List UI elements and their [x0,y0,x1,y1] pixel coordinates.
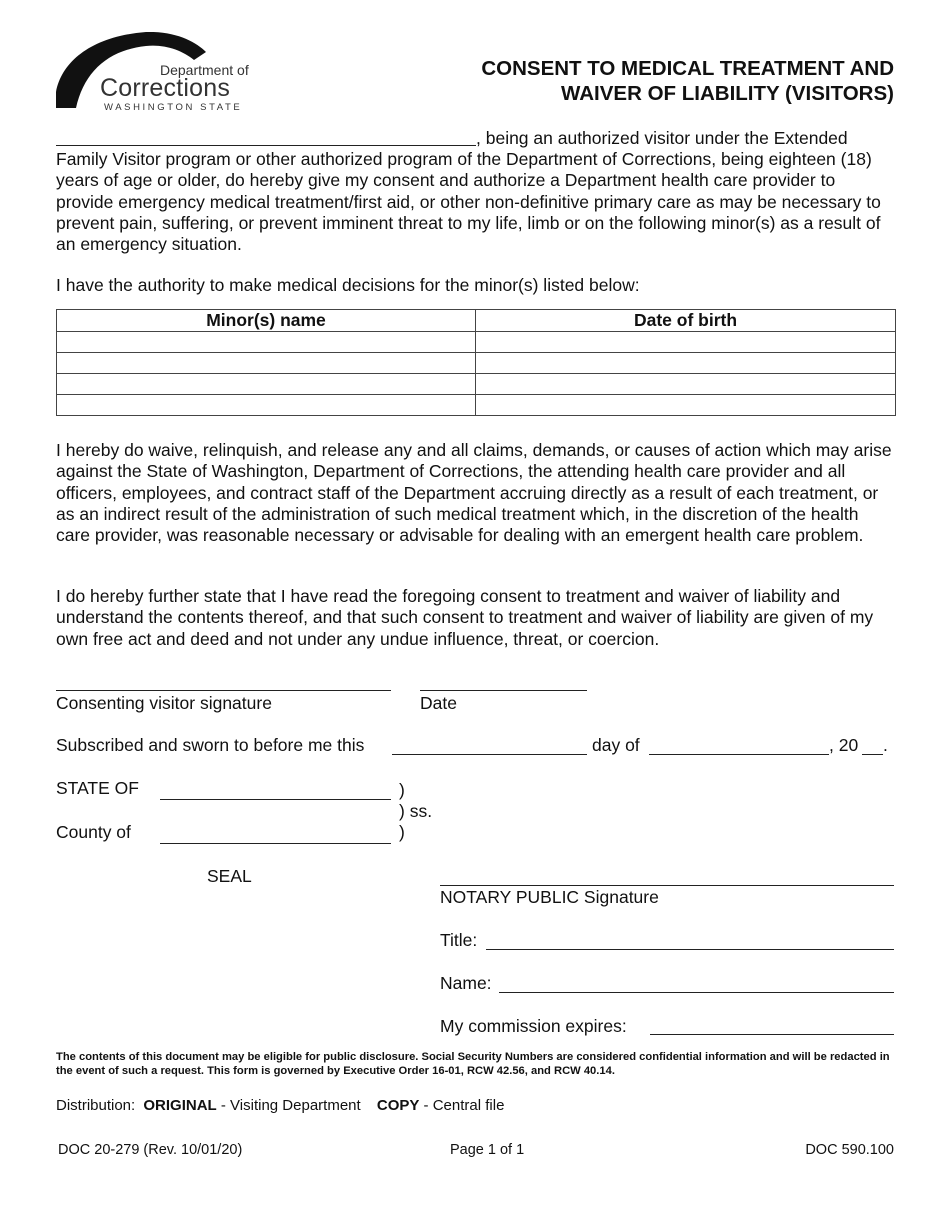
distribution-line [56,1097,504,1114]
distribution-original-to: - Visiting Department [220,1097,361,1114]
logo-line2: Corrections [100,74,231,102]
date-of-birth-header: Date of birth [476,310,896,332]
minor-name-cell[interactable] [57,374,476,395]
minor-name-cell[interactable] [57,395,476,416]
policy-number: DOC 590.100 [805,1142,894,1158]
visitor-name-field[interactable] [56,130,476,146]
table-row [57,374,896,395]
signature-date-label: Date [420,693,457,713]
date-of-birth-cell[interactable] [476,395,896,416]
minor-name-header: Minor(s) name [57,310,476,332]
county-paren: ) [399,822,405,842]
logo-line3: WASHINGTON STATE [104,102,243,113]
notary-title-field[interactable] [486,935,894,950]
disclosure-note: The contents of this document may be eligible for public disclosure. Social Security Numbers are considered confidential information and will be redacted in the event of such a request. This form is governed by Executive Order 16-01, RCW 42.56, and RCW 40.14. [56,1051,890,1077]
visitor-signature-label: Consenting visitor signature [56,693,272,713]
intro-paragraph: Family Visitor program or other authorized program of the Department of Corrections, being eighteen (18) years of age or older, do hereby give my consent and authorize a Department health care provider to provide emergency medical treatment/first aid, or other non-definitive primary care as may be necessary to prevent pain, suffering, or prevent imminent threat to my life, limb or on the following minor(s) as a result of an emergency situation. [56,149,881,255]
sworn-year-field[interactable] [862,740,883,755]
commission-label: My commission expires: [440,1016,627,1036]
table-header-row [57,310,896,332]
notary-signature-label: NOTARY PUBLIC Signature [440,887,659,907]
date-of-birth-cell[interactable] [476,353,896,374]
seal-label: SEAL [207,866,252,886]
county-of-label: County of [56,822,131,842]
distribution-copy: COPY [376,1097,420,1114]
distribution-label: Distribution: [56,1097,136,1114]
date-of-birth-cell[interactable] [476,332,896,353]
sworn-month-field[interactable] [649,740,829,755]
form-title-line2: WAIVER OF LIABILITY (VISITORS) [561,82,894,105]
page-number: Page 1 of 1 [450,1142,525,1158]
statement-paragraph: I do hereby further state that I have read the foregoing consent to treatment and waiver of liability and understand the contents thereof, and that such consent to treatment and waiver of liability are given of my own free act and deed and not under any undue influence, threat, or coercion. [56,586,874,649]
visitor-signature-line[interactable] [56,676,391,691]
state-of-label: STATE OF [56,778,139,798]
distribution-copy-to: - Central file [423,1097,505,1114]
notary-signature-line[interactable] [440,871,894,886]
notary-name-label: Name: [440,973,492,993]
doc-logo [56,32,256,112]
minor-name-cell[interactable] [57,332,476,353]
state-of-field[interactable] [160,785,391,800]
minor-name-cell[interactable] [57,353,476,374]
table-row [57,332,896,353]
form-number: DOC 20-279 (Rev. 10/01/20) [58,1142,243,1158]
table-row [57,353,896,374]
form-title-line1: CONSENT TO MEDICAL TREATMENT AND [481,57,894,80]
county-of-field[interactable] [160,829,391,844]
sworn-day-of: day of [592,735,640,755]
sworn-day-field[interactable] [392,740,587,755]
table-row [57,395,896,416]
form-title [481,56,894,106]
notary-name-field[interactable] [499,978,894,993]
date-of-birth-cell[interactable] [476,374,896,395]
notary-title-label: Title: [440,930,478,950]
commission-field[interactable] [650,1020,894,1035]
sworn-period: . [883,735,888,755]
ss-marker: ) ss. [399,801,433,821]
logo-line1: Department of [160,62,249,78]
distribution-original: ORIGINAL [143,1097,217,1114]
sworn-prefix: Subscribed and sworn to before me this [56,735,365,755]
intro-first-line: , being an authorized visitor under the Extended [476,128,848,148]
state-paren: ) [399,780,405,800]
signature-date-line[interactable] [420,676,587,691]
waiver-paragraph: I hereby do waive, relinquish, and release any and all claims, demands, or causes of action which may arise against the State of Washington, Department of Corrections, the attending health care provider and all officers, employees, and contract staff of the Department accruing directly as a result of each treatment, or as an indirect result of the administration of such medical treatment which, in the discretion of the health care provider, was reasonable necessary or advisable for dealing with an emergent health care problem. [56,440,892,546]
sworn-year-prefix: , 20 [829,735,859,755]
minors-table [56,309,896,416]
authority-statement: I have the authority to make medical decisions for the minor(s) listed below: [56,275,640,295]
